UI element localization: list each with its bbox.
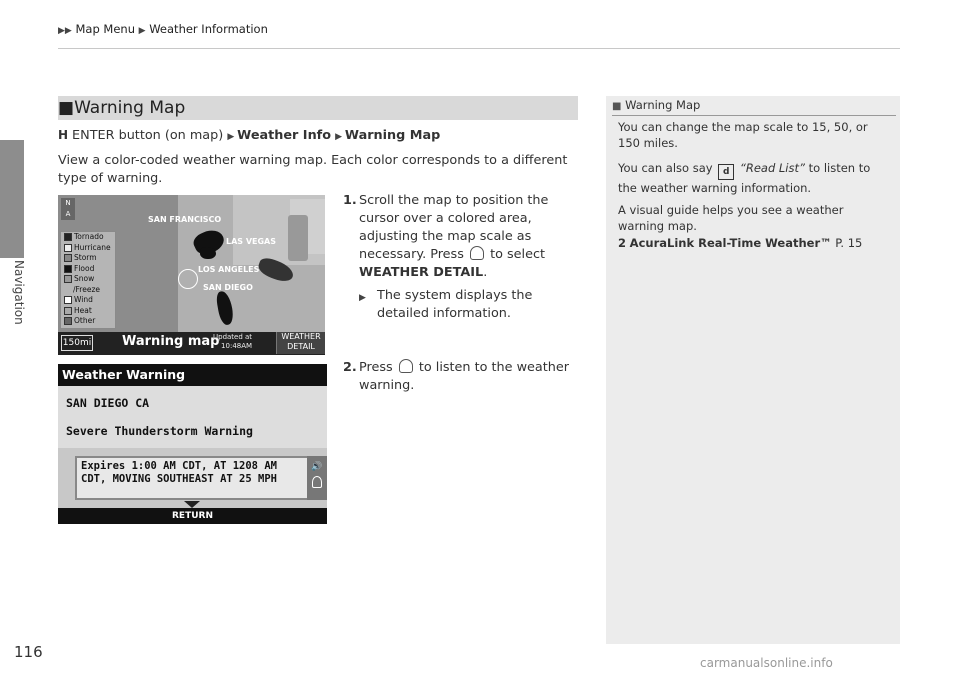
step-1: 1. Scroll the map to position the cursor over a colored area, adjusting the map scale as necessary. Press to select WEATHER DETAIL. [343, 193, 549, 280]
note-link[interactable]: 2 AcuraLink Real-Time Weather™ P. 15 [618, 236, 863, 250]
warning-side-controls [307, 456, 327, 500]
weather-warning-screenshot [58, 364, 327, 524]
step-2: 2. Press to listen to the weather warning. [343, 360, 570, 393]
warning-location: SAN DIEGO CA [66, 396, 150, 410]
note-paragraph-3: A visual guide helps you see a weather warning map. [618, 203, 844, 233]
note-divider [612, 115, 896, 116]
breadcrumb-item-map-menu[interactable]: Map Menu [75, 22, 135, 36]
compass-icon: N A [61, 198, 75, 220]
interface-dial-icon [470, 246, 484, 260]
chevron-right-icon: ▶ [227, 132, 238, 142]
chevron-right-icon: ▶▶ [58, 26, 72, 36]
cross-reference-icon: 2 [618, 236, 627, 250]
warning-details-box [75, 456, 309, 500]
chevron-right-icon: ▶ [359, 293, 366, 303]
chevron-right-icon: ▶ [335, 132, 345, 142]
weather-detail-button[interactable]: WEATHER DETAIL [276, 332, 325, 354]
note-title: ■ Warning Map [612, 98, 701, 112]
city-label: LOS ANGELES [198, 265, 260, 274]
map-title: Warning map [122, 334, 220, 349]
sidebar-label: Navigation [12, 260, 26, 325]
chevron-right-icon: ▶ [138, 26, 146, 36]
warning-expires-text: Expires 1:00 AM CDT, AT 1208 AM CDT, MOVING SOUTHEAST AT 25 MPH [81, 460, 277, 485]
breadcrumb [58, 22, 268, 36]
speaker-icon[interactable]: 🔊 [311, 462, 323, 472]
page-number: 116 [14, 643, 43, 661]
interface-dial-icon [399, 359, 413, 373]
city-label: SAN DIEGO [203, 283, 253, 292]
watermark: carmanualsonline.info [700, 656, 833, 670]
intro-text: View a color-coded weather warning map. Each color corresponds to a different type of warning. [58, 153, 568, 186]
breadcrumb-item-weather-info[interactable]: Weather Information [149, 22, 268, 36]
warning-map-screenshot [58, 195, 325, 355]
city-label: LAS VEGAS [226, 237, 277, 246]
note-marker-icon: ■ [612, 101, 622, 112]
talk-button-icon: d [718, 164, 734, 180]
header-divider [58, 48, 900, 49]
weather-warning-area [200, 247, 216, 259]
return-button[interactable]: RETURN [58, 508, 327, 524]
note-paragraph-1: You can change the map scale to 15, 50, or 150 miles. [618, 120, 868, 150]
menu-path: H ENTER button (on map) ▶ Weather Info ▶ Warning Map [58, 128, 441, 143]
warning-header: Weather Warning [58, 364, 327, 386]
square-bullet-icon: ■ [58, 98, 75, 118]
map-legend: Tornado Hurricane Storm Flood Snow /Freeze Wind Heat Other [60, 231, 116, 329]
scroll-down-icon[interactable] [184, 501, 200, 508]
updated-time: Updated at 10:48AM [213, 333, 253, 350]
warning-type: Severe Thunderstorm Warning [66, 424, 253, 438]
section-title: ■Warning Map [58, 96, 578, 120]
map-scale-indicator[interactable]: 150mi [61, 335, 93, 351]
step-1-result: ▶ The system displays the detailed information. [359, 288, 533, 321]
note-paragraph-2: You can also say d “Read List” to listen to the weather warning information. [618, 161, 871, 195]
city-label: SAN FRANCISCO [148, 215, 222, 224]
map-cursor[interactable] [178, 269, 198, 289]
interface-dial-icon [312, 476, 322, 488]
home-button-icon: H [58, 128, 69, 142]
sidebar-tab [0, 140, 24, 258]
